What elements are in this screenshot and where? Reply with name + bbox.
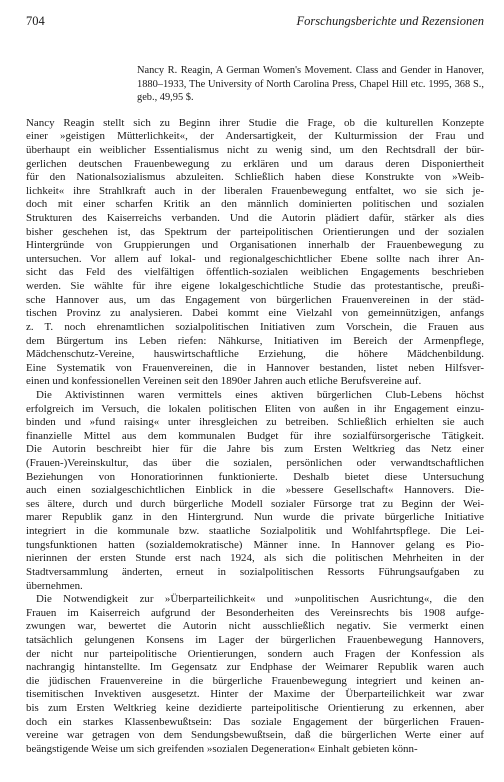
text-line: überhaupt ein weiblicher Essentialismus nicht zu wenig sind, um den Rechtsdrall der bür- [26,144,484,156]
text-line: untersuchen. Vor allem auf lokal- und regionalgeschichtlicher Ebene sollte nach ihrer An- [26,252,484,265]
text-line: (Frauen-)Vereinskultur, das über die sozialen, persönlichen oder verwandtschaftlichen [26,457,484,470]
text-line: tisemitischen Invektiven ausgesetzt. Hinter der Maxime der Überparteilichkeit war zwar [26,688,484,701]
page-number: 704 [26,14,45,28]
page-header [26,14,484,32]
text-line: Frauen im Kaiserreich aufgrund der Besonderheiten des Vereinsrechts bis 1908 aufge- [26,606,484,619]
text-line: tischen Provinz zu analysieren. Dabei kommt eine Vielzahl von gemeinnützigen, anfangs [26,307,484,320]
text-line: doch ein starkes Klassenbewußtsein: Das soziale Engagement der bürgerlichen Frauen- [26,715,484,728]
text-line: nierinnen der ersten Stunde erst nach 1924, als sich die politischen Mehrheiten in der [26,552,484,565]
paragraph [26,389,484,593]
text-line: werden. Sie wählte für ihre eigene lokalgeschichtliche Studie das protestantische, preußi- [26,280,484,293]
text-line: der nicht nur parteipolitische Orientierungen, sondern auch Fragen der Konfession als [26,647,484,660]
review-body [26,117,484,757]
text-line: dem Bürgertum ins Leben riefen: Nähkurse, Initiativen im Bereich der Armenpflege, [26,334,484,347]
text-line: für den Nationalsozialismus abzuleiten. Schließlich haben diese Konstrukte von »Weib- [26,171,484,184]
text-line: integriert in die kommunale bzw. staatliche Sozialpolitik und Wohlfahrtspflege. Die Lei- [26,525,484,538]
text-line: ses ältere, durch und durch bürgerliche Modell sozialer Fürsorge trat zu Beginn der Wei- [26,497,484,510]
running-title: Forschungsberichte und Rezensionen [296,14,484,28]
text-line: Die Notwendigkeit zur »Überparteilichkeit« und »unpolitischen Ausrichtung«, die den [36,593,484,606]
text-line: Stadtversammlung änderten, erneut in sozialpolitischen Ressorts Führungsaufgaben zu [26,565,484,578]
text-line: erfolgreich im Versuch, die lokalen politischen Eliten von außen in ihr Engagement einzu- [26,402,484,415]
text-line: Beziehungen von Honoratiorinnen funktionierte. Deshalb bietet diese Untersuchung [26,470,484,483]
text-line: Eine Systematik von Frauenvereinen, die in Hannover bestanden, listet neben Hilfsver- [26,361,484,374]
text-line: Nancy Reagin stellt sich zu Beginn ihrer Studie die Frage, ob die kulturellen Konzepte [26,116,484,129]
text-line: Mädchenschutz-Vereine, hauswirtschaftliche Erziehung, die höhere Mädchenbildung. [26,348,484,361]
text-line: doch mit einer scharfen Kritik an den männlich dominierten politischen und sozialen [26,198,484,211]
text-line: tatsächlich gelungenen Konsens im Lager der bürgerlichen Frauenbewegung Hannovers, [26,633,484,646]
text-line: übernehmen. [26,579,83,592]
text-line: zwungen war, bewertet die Autorin nicht ausschließlich negativ. Sie vermerkt einen [26,620,484,633]
text-line: marer Republik ganz in den Hintergrund. Nun wurde die private bürgerliche Initiative [26,511,484,524]
text-line: Strukturen des Kaiserreichs verbanden. Und die Autorin plädiert dafür, stärker als dies [26,212,484,225]
text-line: finanzielle Mittel aus dem kommunalen Budget für ihre sozialfürsorgerische Tätigkeit. [26,429,484,442]
text-line: sche Hannover aus, um das Engagement von bürgerlichen Frauenvereinen in der städ- [26,293,484,306]
text-line: die jüdischen Frauenvereine in die bürgerliche Frauenbewegung integriert und keinen an- [26,674,484,687]
text-line: Die Aktivistinnen waren vermittels eines aktiven bürgerlichen Club-Lebens höchst [36,388,484,401]
text-line: bis zum Ersten Weltkrieg keine dezidierte parteipolitische Orientierung zu erkennen, aber [26,701,484,714]
text-line: tungsfunktionen hatten (sozialdemokratische) Männer inne. In Hannover gelang es Pio- [26,538,484,551]
text-line: auch einen sozialgeschichtlichen Einblick in die »bessere Gesellschaft« Hannovers. Die- [26,484,484,497]
text-line: bisher geschehen ist, das Spektrum der parteipolitischen Orientierungen und der sozialen [26,225,484,238]
text-line: lichkeit« ihre Strahlkraft auch in der liberalen Frauenbewegung entfaltet, wo sie sich je- [26,184,484,197]
text-line: sicht das Feld des vielfältigen öffentlich-sozialen weiblichen Engagements beschrieben [26,266,484,279]
text-line: einen und konfessionellen Vereinen seit den 1890er Jahren auch etliche Berufsvereine auf. [26,375,422,388]
page [26,14,484,756]
text-line: Die Autorin beschreibt hier für die Jahre bis zum Ersten Weltkrieg das Netz einer [26,443,484,456]
paragraph [26,117,484,389]
text-line: gerlichen deutschen Frauenbewegung zu erklären und um daraus deren Disponiertheit [26,157,484,170]
book-citation: Nancy R. Reagin, A German Women's Movement. Class and Gender in Hanover, 1880–1933, The University of North Carolina Press, Chapel Hill etc. 1995, 368 S., geb., 49,95 $. [137,65,484,104]
text-line: nachrangig hintanstellte. Im Gegensatz zur Endphase der Weimarer Republik waren auch [26,661,484,674]
text-line: einer »geistigen Mütterlichkeit«, der Andersartigkeit, der Kulturmission der Frau und [26,130,484,143]
paragraph [26,593,484,756]
text-line: vereine war getragen von dem Sendungsbewußtsein, daß die bürgerlichen Werte einer auf [26,729,484,742]
text-line: z. T. noch ehrenamtlichen sozialpolitischen Initiativen zum Vorschein, die Frauen aus [26,320,484,333]
text-line: beängstigende Weise um sich greifenden »sozialen Degeneration« Einhalt gebieten könn- [26,742,418,755]
text-line: binden und »fund raising« unter ihresgleichen zu betreiben. Schließlich erhielten sie auch [26,416,484,429]
text-line: Hintergründe von Gruppierungen und Organisationen innerhalb der Frauenbewegung zu [26,239,484,252]
